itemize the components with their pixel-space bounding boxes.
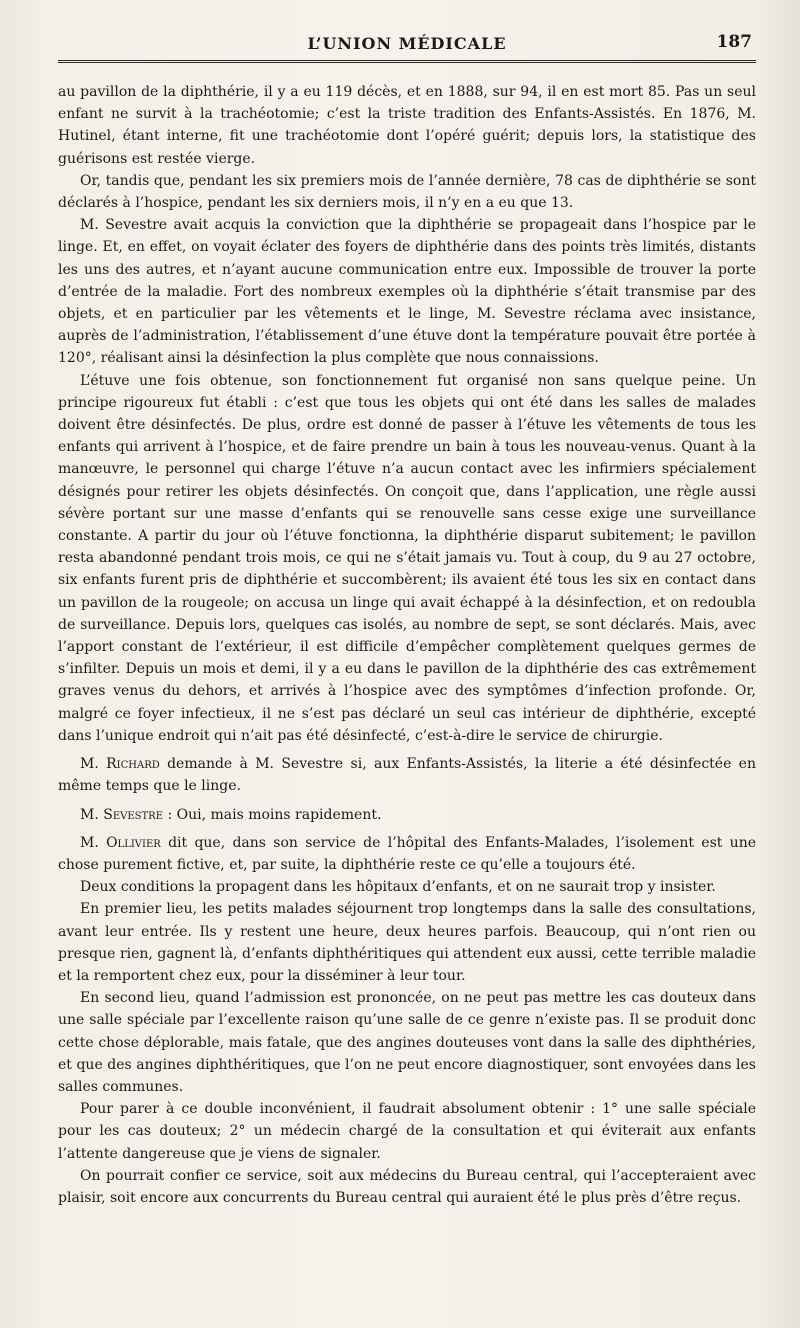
- paragraph-speaker-ollivier: [58, 832, 756, 876]
- paragraph: Or, tandis que, pendant les six premiers mois de l’année dernière, 78 cas de diphthérie se sont déclarés à l’hospice, pendant les six derniers mois, il n’y en a eu que 13.: [58, 172, 756, 212]
- paragraph: Deux conditions la propagent dans les hôpitaux d’enfants, et on ne saurait trop y insister.: [80, 879, 716, 896]
- paragraph: En premier lieu, les petits malades séjournent trop longtemps dans la salle des consultations, avant leur entrée. Ils y restent une heure, deux heures parfois. Beaucoup, qui n’ont rien ou presque rien, gagnent là, d’enfants diphthéritiques qui attendent eux aussi, cette terrible maladie et la remportent chez eux, pour la disséminer à leur tour.: [58, 901, 756, 984]
- paragraph: En second lieu, quand l’admission est prononcée, on ne peut pas mettre les cas douteux dans une salle spéciale par l’excellente raison qu’une salle de ce genre n’existe pas. Il se produit donc cette chose déplorable, mais fatale, que des angines douteuses vont dans la salle des diphthéries, et que des angines diphthéritiques, que l’on ne peut encore diagnostiquer, sont envoyées dans les salles communes.: [58, 990, 756, 1095]
- paragraph: On pourrait confier ce service, soit aux médecins du Bureau central, qui l’accepteraient avec plaisir, soit encore aux concurrents du Bureau central qui auraient été le plus près d’être reçus.: [58, 1167, 756, 1206]
- paragraph: Pour parer à ce double inconvénient, il faudrait absolument obtenir : 1° une salle spéciale pour les cas douteux; 2° un médecin chargé de la consultation et qui éviterait aux enfants l’attente dangereuse que je viens de signaler.: [58, 1101, 756, 1162]
- speaker-name: M. Ollivier: [80, 834, 161, 851]
- running-title: L’UNION MÉDICALE: [307, 34, 507, 53]
- speaker-name: M. Sevestre: [80, 806, 163, 823]
- article-body: [58, 81, 756, 1209]
- speaker-text: demande à M. Sevestre si, aux Enfants-Assistés, la literie a été désinfectée en même temps que le linge.: [58, 756, 756, 795]
- paragraph-speaker-sevestre: [58, 804, 756, 826]
- speaker-text: dit que, dans son service de l’hôpital des Enfants-Malades, l’isolement est une chose purement fictive, et, par suite, la diphthérie reste ce qu’elle a toujours été.: [58, 834, 756, 873]
- speaker-name: M. Richard: [80, 756, 160, 773]
- paragraph: L’étuve une fois obtenue, son fonctionnement fut organisé non sans quelque peine. Un principe rigoureux fut établi : c’est que tous les objets qui ont été dans les salles de malades doivent être désinfectés. De plus, ordre est donné de passer à l’étuve les vêtements de tous les enfants qui arrivent à l’hospice, et de faire prendre un bain à tous les nouveau-venus. Quant à la manœuvre, le personnel qui charge l’étuve n’a aucun contact avec les infirmiers spécialement désignés pour retirer les objets désinfectés. On conçoit que, dans l’application, une règle aussi sévère portant sur une masse d’enfants qui se renouvelle sans cesse exige une surveillance constante. A partir du jour où l’étuve fonctionna, la diphthérie disparut subitement; le pavillon resta abandonné pendant trois mois, ce qui ne s’était jamais vu. Tout à coup, du 9 au 27 octobre, six enfants furent pris de diphthérie et succombèrent; ils avaient été tous les six en contact dans un pavillon de la rougeole; on accusa un linge qui avait échappé à la désinfection, et on redoubla de surveillance. Depuis lors, quelques cas isolés, au nombre de sept, se sont déclarés. Mais, avec l’apport constant de l’extérieur, il est difficile d’empêcher complètement quelques germes de s’infilter. Depuis un mois et demi, il y a eu dans le pavillon de la diphthérie des cas extrêmement graves venus du dehors, et arrivés à l’hospice avec des symptômes d’infection profonde. Or, malgré ce foyer infectieux, il ne s’est pas déclaré un seul cas intérieur de diphthérie, excepté dans l’unique endroit qui n’ait pas été désinfecté, c’est-à-dire le service de chirurgie.: [58, 372, 756, 744]
- page-header: [58, 26, 756, 63]
- paragraph: M. Sevestre avait acquis la conviction que la diphthérie se propageait dans l’hospice par le linge. Et, en effet, on voyait éclater des foyers de diphthérie dans des points très limités, distants les uns des autres, et n’ayant aucune communication entre eux. Impossible de trouver la porte d’entrée de la maladie. Fort des nombreux exemples où la diphthérie s’était transmise par des objets, et en particulier par les vêtements et le linge, M. Sevestre réclama avec insistance, auprès de l’administration, l’établissement d’une étuve dont la température pouvait être portée à 120°, réalisant ainsi la désinfection la plus complète que nous connaissions.: [58, 217, 756, 367]
- speaker-text: : Oui, mais moins rapidement.: [163, 806, 382, 823]
- page-number: 187: [716, 32, 752, 52]
- paragraph-speaker-richard: [58, 753, 756, 797]
- paragraph: au pavillon de la diphthérie, il y a eu 119 décès, et en 1888, sur 94, il en est mort 85. Pas un seul enfant ne survit à la trachéotomie; c’est la triste tradition des Enfants-Assistés. En 1876, M. Hutinel, étant interne, fit une trachéotomie dont l’opéré guérit; depuis lors, la statistique des guérisons est restée vierge.: [58, 84, 756, 167]
